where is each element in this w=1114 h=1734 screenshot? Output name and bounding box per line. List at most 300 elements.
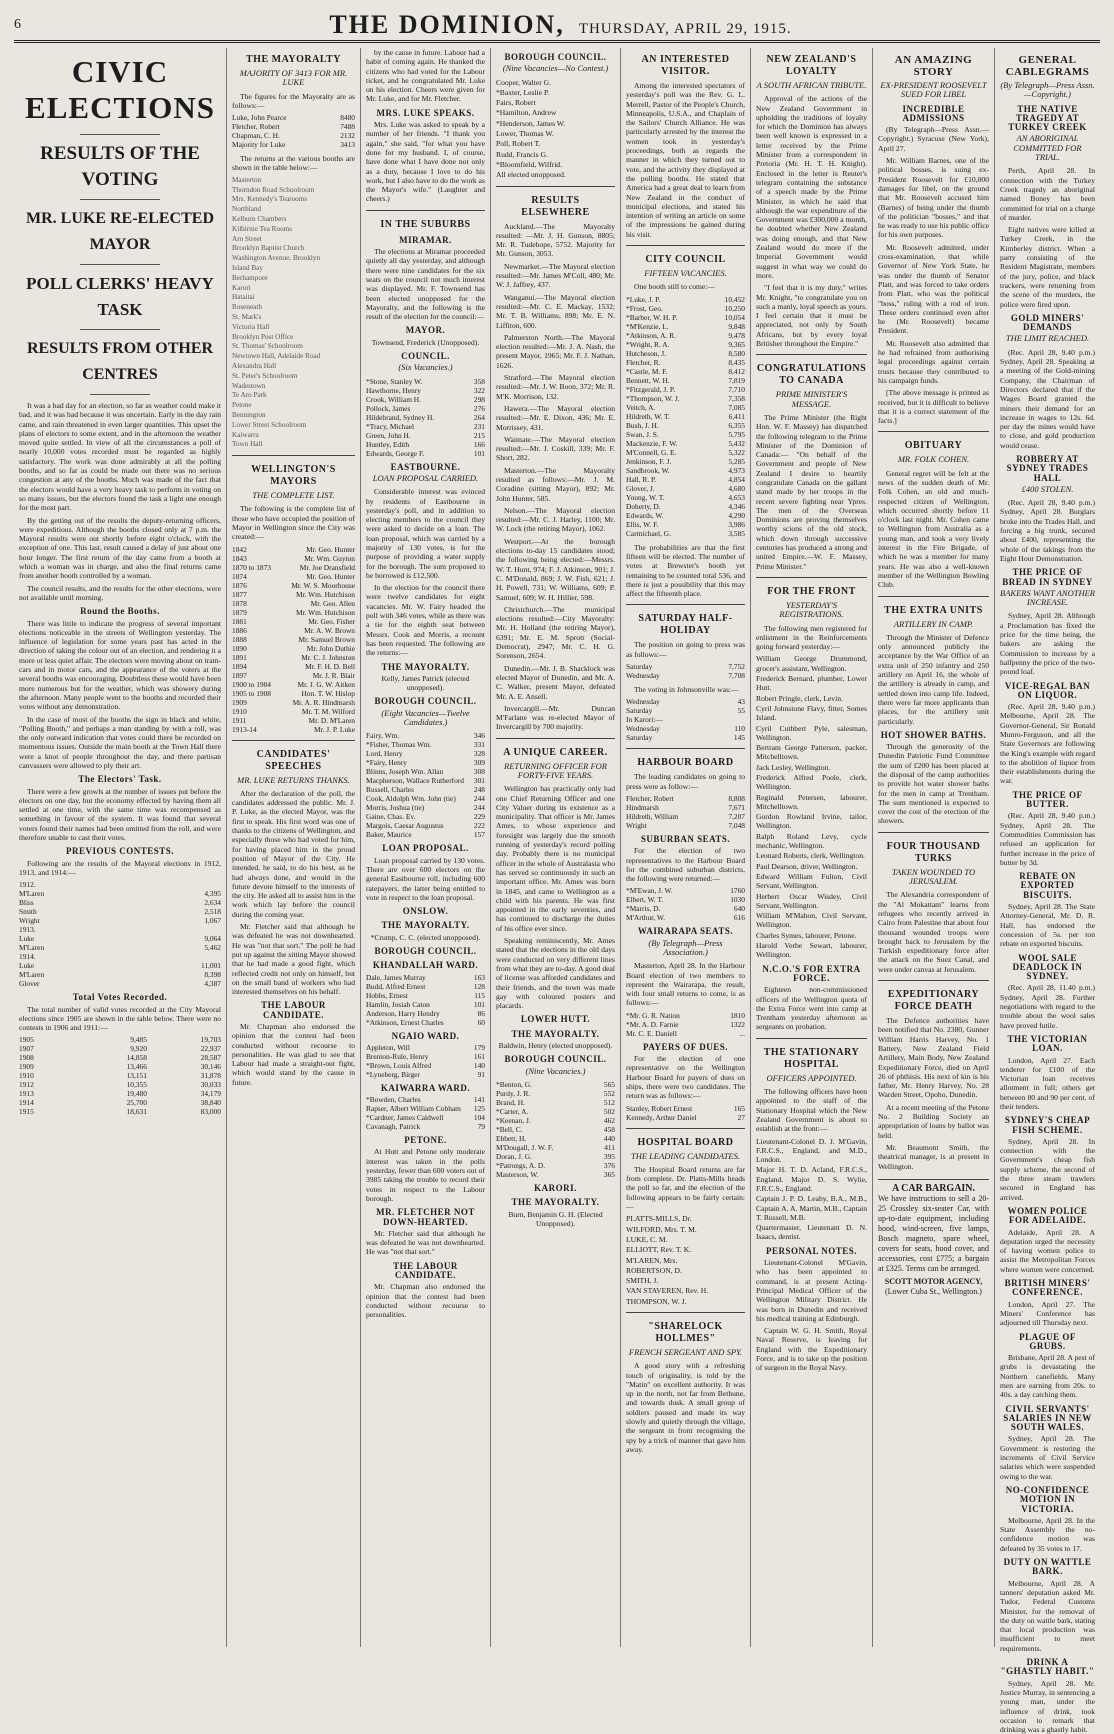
table-cell-value: 19,480 <box>126 1089 147 1099</box>
paragraph: Brisbane, April 28. A pest of grubs is devastating the Northern canefields. Many men are earning from 20s. to 40s. a day catching them. <box>1000 1353 1095 1400</box>
section-heading: The Electors' Task. <box>78 774 162 785</box>
table-cell-label: *Barber, W. H. P. <box>626 312 678 322</box>
table-row <box>626 493 745 502</box>
table-row <box>626 529 745 538</box>
table-row <box>19 952 221 961</box>
ad-signature: SCOTT MOTOR AGENCY, <box>884 1276 983 1286</box>
section-heading: THE MAYORALTY. <box>381 920 470 931</box>
kaiwarra-table <box>366 1095 485 1131</box>
eastbourne-council-table <box>366 731 485 839</box>
page-number: 6 <box>14 17 21 32</box>
table-row <box>626 448 745 457</box>
table-row <box>366 767 485 776</box>
table-row <box>626 733 745 742</box>
table-row <box>366 973 485 982</box>
section-subheading: (Six Vacancies.) <box>398 362 453 373</box>
table-row <box>366 731 485 740</box>
table-row <box>232 131 355 140</box>
table-cell-value: 83,000 <box>200 1107 221 1117</box>
table-cell-label: Margois, Caesar Augustus <box>366 821 444 831</box>
table-cell-label: 1881 <box>232 616 247 626</box>
list-item: Fairs, Robert <box>496 98 536 108</box>
table-cell-label: Anderson, Harry Hendry <box>366 1008 440 1018</box>
table-cell-label: Green, John H. <box>366 430 411 440</box>
table-cell-label: Edwards, W. <box>626 510 664 520</box>
table-cell-value: Mr. F. H. D. Bell <box>305 661 355 671</box>
table-row <box>232 662 355 671</box>
payers-table <box>626 1104 745 1122</box>
hospital-list <box>626 1214 745 1306</box>
table-cell-value: 101 <box>473 448 485 458</box>
subhead-luke: MR. LUKE RE-ELECTED MAYOR <box>25 210 215 253</box>
table-cell-value: 244 <box>473 803 485 813</box>
table-cell-label: 1910 <box>232 706 247 716</box>
lower-hutt-table <box>496 1080 615 1179</box>
section-heading: RESULTS ELSEWHERE <box>521 194 590 218</box>
section-heading: BOROUGH COUNCIL. <box>374 696 477 707</box>
list-item: All elected unopposed. <box>496 170 566 180</box>
table-cell-label: Ebbett, H. <box>496 1133 527 1143</box>
section-heading: THE NATIVE TRAGEDY AT TURKEY CREEK <box>1008 103 1087 133</box>
paragraph: Christchurch.—The municipal elections resulted:—City Mayoralty: Mr. H. Holland (the retiring Mayor), 6391; Mr. E. M. Sprott (Social-Democrat), 2947; Mr. C. H. G. Sorenson, 2654. <box>496 604 615 661</box>
section-heading: NO-CONFIDENCE MOTION IN VICTORIA. <box>1005 1484 1090 1514</box>
table-cell-value: 115 <box>474 990 485 1000</box>
section-heading: OBITUARY <box>904 440 963 452</box>
table-row <box>232 617 355 626</box>
section-heading: THE PRICE OF BUTTER. <box>1012 789 1083 810</box>
table-row <box>626 394 745 403</box>
list-item: Frederick Bernard, plumber, Lower Hutt. <box>756 674 867 693</box>
paragraph: Mr. Roosevelt admitted, under cross-examination, that while Governor of New York State, he was under the thumb of Senator Platt, and was forced to take orders from Platt, who was the political "boss," ruling with a rod of iron. These orders continued even after he (Mr. Roosevelt) became President. <box>878 242 989 336</box>
section-heading: FOUR THOUSAND TURKS <box>886 840 981 864</box>
table-cell-label: 1905 to 1908 <box>232 688 272 698</box>
table-cell-value: Mr. A. W. Brown <box>304 625 355 635</box>
table-row <box>19 1071 221 1080</box>
table-cell-value: Mr. Samuel Brown <box>298 634 355 644</box>
table-cell-value: 166 <box>473 439 485 449</box>
table-row <box>366 776 485 785</box>
section-heading: REBATE ON EXPORTED BISCUITS. <box>1019 871 1076 900</box>
table-cell-label: Gaine, Chas. Ev. <box>366 812 416 822</box>
table-cell-value: 5,462 <box>204 943 221 953</box>
table-row <box>366 803 485 812</box>
table-row <box>366 1104 485 1113</box>
list-item: William M'Mahon, Civil Servant, Wellington. <box>756 911 867 930</box>
table-cell-value: 7,358 <box>728 393 745 403</box>
list-item: Te Aro Park <box>232 391 267 400</box>
masthead <box>14 10 1100 43</box>
paragraph: The figures for the Mayoralty are as follows:— <box>232 91 355 110</box>
paragraph: Newmarket.—The Mayoral election resulted:—Mr. James M'Coll, 480; Mr. W. J. Jaffrey, 437. <box>496 261 615 290</box>
paragraph: The Prime Minister (the Right Hon. W. F. Massey) has dispatched the following telegram to the Prime Minister of the Dominion of Canada:— "On behalf of the Government and people of New Zealand I desire to heartily congratulate Canada on the gallant stand made by her troops in the recent severe fighting near Ypres. The men of the Overseas Dominions are proving themselves worthy scions of the old stock, which down through successive centuries has produced a strong and united Empire.—W. F. Massey, Prime Minister." <box>756 412 867 571</box>
table-cell-value: 395 <box>603 1151 615 1161</box>
section-subheading: FRENCH SERGEANT AND SPY. <box>628 1347 743 1357</box>
johnsonville-table <box>626 697 745 742</box>
section-heading: THE VICTORIAN LOAN. <box>1007 1033 1088 1054</box>
table-row <box>626 349 745 358</box>
table-cell-value: 276 <box>473 403 485 413</box>
paragraph: Mr. Fletcher said that although he was defeated he was not downhearted. He was "not that sort." <box>366 1228 485 1257</box>
paragraph: General regret will be felt at the news of the sudden death of Mr. Folk Cohen, an old and much-respected citizen of Wellington, which occurred shortly before 11 o'clock last night. Mr. Cohen came to Wellington from Australia as a young man, and took a very lively interest in the Fire Brigade, of which he was a member for many years. He was also a well-known member of the Wellington Bowling Club. <box>878 468 989 590</box>
previous-contests-table <box>19 880 221 988</box>
table-row <box>626 322 745 331</box>
table-cell-value: 25,700 <box>126 1098 147 1108</box>
table-cell-value: 18,631 <box>126 1107 147 1117</box>
section-heading: Total Votes Recorded. <box>72 992 168 1003</box>
table-cell-label: 1912 <box>19 1080 34 1090</box>
paragraph: Nelson.—The Mayoral election resulted:—Mr. C. J. Harley, 1100; Mr. W. Lock (the retiring Mayor), 1062. <box>496 505 615 534</box>
section-subheading: THE COMPLETE LIST. <box>252 490 335 501</box>
list-item: Lieutenant-Colonel D. J. M'Gavin, F.R.C.S., England, and M.D., London. <box>756 1136 867 1165</box>
column-6 <box>750 48 872 1647</box>
table-cell-value: 4,653 <box>728 492 745 502</box>
table-cell-label: Wednesday <box>626 671 660 681</box>
section-heading: EXPEDITIONARY FORCE DEATH <box>887 989 980 1013</box>
section-heading: COUNCIL. <box>401 351 450 362</box>
section-subheading: A SOUTH AFRICAN TRIBUTE. <box>756 80 867 90</box>
table-row <box>496 1152 615 1161</box>
section-heading: GENERAL CABLEGRAMS <box>1005 54 1090 78</box>
section-subheading: £400 STOLEN. <box>1021 483 1074 494</box>
list-item: Wadestown <box>232 381 266 390</box>
list-item: Gordon Rowland Irvine, tailor, Wellington. <box>756 812 867 831</box>
table-cell-label: 1900 to 1904 <box>232 679 272 689</box>
table-cell-label: Glover, J. <box>626 483 655 493</box>
table-cell-label: Hutcheson, J. <box>626 348 667 358</box>
section-heading: THE LABOUR CANDIDATE. <box>393 1260 458 1281</box>
section-heading: DRINK A "GHASTLY HABIT." <box>1000 1657 1095 1677</box>
table-cell-label: 1905 <box>19 1035 34 1045</box>
table-row <box>366 395 485 404</box>
paragraph: Hawera.—The Mayoral election resulted:—Mr. E. Dixon, 436; Mr. E. Morrissey, 431. <box>496 403 615 432</box>
table-cell-value: 7,710 <box>728 384 745 394</box>
table-cell-value: 1030 <box>730 895 745 905</box>
table-row <box>366 404 485 413</box>
table-cell-value: 30,146 <box>200 1062 221 1072</box>
table-row <box>366 821 485 830</box>
paragraph: By the getting out of the results the deputy-returning officers, were expeditious. Although the booths closed only at 7 p.m. the Mayoral results were out shortly before eight o'clock, with the exception of one. This last, result caused a delay of just about one hour longer. The first return of the day came from a booth at which a woman was in charge, and also the final returns came from another booth controlled by a woman. <box>19 515 221 581</box>
paragraph: After the declaration of the poll, the candidates addressed the public. Mr. J. P. Luke, as the elected Mayor, was the first to speak. His first word was one of thanks to the citizens of Wellington, and especially those who had voted for him, for having placed him in the proud position of Mayor of the City. He intended, he said, to do his best, as he had always done, and would in the future devote himself to the interests of the city. He asked all to assist him in the work which lay before the council during the coming year. <box>232 788 355 919</box>
table-row <box>496 1107 615 1116</box>
table-cell-label: Hildreth, William <box>626 811 679 821</box>
section-heading: AN INTERESTED VISITOR. <box>641 54 730 77</box>
table-cell-value: 331 <box>473 740 485 750</box>
result-line: Kelly, James Patrick (elected unopposed). <box>381 673 470 693</box>
table-cell-value: 9,365 <box>728 339 745 349</box>
table-cell-value: Mr. Geo. Hunter <box>306 544 355 554</box>
table-cell-value: 640 <box>733 904 745 914</box>
table-cell-label: Veitch, A. <box>626 402 656 412</box>
table-row <box>626 697 745 706</box>
table-cell-value <box>717 715 745 724</box>
paragraph: In the case of most of the booths the sign in black and white, "Polling Booth," and perhaps a man standing by with a roll, was the only outward indication that votes could there be recorded on momentous issues. Outside the main booth at the Town Hall there were a knot of people throughout the day, and there partisan canvassers were allowed to ply their art. <box>19 714 221 770</box>
list-item: St. Thomas' Schoolroom <box>232 342 303 351</box>
table-cell-value: 2,518 <box>204 907 221 917</box>
table-cell-value: 308 <box>473 767 485 777</box>
table-row <box>19 925 221 934</box>
table-row <box>366 758 485 767</box>
section-heading: CITY COUNCIL <box>645 254 726 266</box>
paragraph: Mr. Roosevelt also admitted that he had refrained from authorising legal proceedings against certain trusts because they contributed to his campaign funds. <box>878 338 989 385</box>
table-cell-label: Wright <box>626 820 647 830</box>
table-cell-label: *Luke, J. P. <box>626 294 661 304</box>
table-row <box>626 724 745 733</box>
table-cell-label: Fletcher, Robert <box>232 122 280 132</box>
table-cell-value: 4,395 <box>204 889 221 899</box>
councillor-list <box>496 78 615 180</box>
table-cell-value: 86 <box>477 1008 485 1018</box>
table-row <box>232 653 355 662</box>
table-row <box>496 1080 615 1089</box>
paragraph: At Hutt and Petone only moderate interest was taken in the polls yesterday, fewer than 600 voters out of 3985 taking the trouble to record their votes in respect to the Labour borough. <box>366 1147 485 1203</box>
table-cell-value: 10,054 <box>724 312 745 322</box>
list-item: Hataitai <box>232 293 255 302</box>
table-cell-value: 13,466 <box>126 1062 147 1072</box>
table-row <box>366 431 485 440</box>
table-row <box>366 830 485 839</box>
table-cell-value: 358 <box>473 376 485 386</box>
paragraph: Dunedin.—Mr. J. B. Shacklock was elected Mayor of Dunedin, and Mr. A. C. Walker, present Mayor, defeated Mr. A. E. Ansell. <box>496 663 615 701</box>
table-cell-value: 8,808 <box>728 793 745 803</box>
table-cell-label: *Frost, Geo. <box>626 303 663 313</box>
table-cell-label: 1911 <box>232 715 247 725</box>
table-cell-value: 2,634 <box>204 898 221 908</box>
table-cell-label: Cavanagh, Patrick <box>366 1122 421 1132</box>
list-item: Roseneath <box>232 303 262 312</box>
paragraph: One booth still to come:— <box>634 282 715 292</box>
paragraph: Stratford.—The Mayoral election resulted:—Mr. J. W. Boon, 372; Mr. R. M'K. Morrison, 132. <box>496 373 615 401</box>
table-cell-value: 10,452 <box>724 294 745 304</box>
table-cell-label: Stanley, Robert Ernest <box>626 1103 693 1113</box>
section-subheading: THE LEADING CANDIDATES. <box>630 1150 740 1161</box>
table-cell-label: Bennett, W. H. <box>626 375 670 385</box>
issue-date: THURSDAY, APRIL 29, 1915. <box>578 21 792 37</box>
column-2 <box>226 48 360 1647</box>
table-row <box>232 545 355 554</box>
section-heading: THE LABOUR CANDIDATE. <box>261 1000 326 1020</box>
table-cell-value: 7,819 <box>728 375 745 385</box>
paragraph: The Hospital Board returns are far from complete. Dr. Platts-Mills heads the poll so far, and the election of the following appears to be fairly certain:— <box>626 1164 745 1212</box>
section-heading: MIRAMAR. <box>399 234 452 245</box>
table-cell-value: 60 <box>477 1017 485 1027</box>
section-heading: BOROUGH COUNCIL. <box>504 1054 607 1065</box>
table-row <box>496 1170 615 1179</box>
table-row <box>366 785 485 794</box>
miramar-council-table <box>366 377 485 458</box>
table-cell-label: *Carter, A. <box>496 1106 529 1116</box>
list-item: St. Peter's Schoolroom <box>232 371 298 380</box>
registration-list <box>756 654 867 959</box>
table-cell-label: Dale, James Murray <box>366 972 426 982</box>
table-cell-value: 616 <box>733 913 745 923</box>
list-item: THOMPSON, W. J. <box>626 1296 687 1306</box>
table-cell-value: 9,848 <box>728 321 745 331</box>
table-cell-value: 1,067 <box>204 916 221 926</box>
paragraph: There were a few growls at the number of issues put before the electors on one day, but the economy effected by having them all settled at one time, with the same time was recompensed as something in favour of the system. It was found that several voters found their names had been omitted from the roll, and were therefore unable to cast their votes. <box>19 786 221 843</box>
section-heading: THE MAYORALTY. <box>511 1197 600 1208</box>
table-row <box>19 1044 221 1053</box>
table-cell-value: ... <box>739 1028 745 1038</box>
table-row <box>626 340 745 349</box>
table-cell-label: Crook, William H. <box>366 394 421 404</box>
section-heading: VICE-REGAL BAN ON LIQUOR. <box>1004 680 1091 700</box>
table-cell-value: 7,085 <box>728 402 745 412</box>
list-item: Captain J. P. D. Leahy, B.A., M.B., Captain A. A. Martin, M.B., Captain T. Russell, M.B. <box>756 1194 867 1222</box>
table-cell-value: 7,671 <box>728 802 745 812</box>
table-cell-value: Mr. D. M'Laren <box>308 715 355 725</box>
table-row <box>19 970 221 979</box>
table-row <box>626 331 745 340</box>
car-advertisement <box>878 1179 989 1297</box>
table-row <box>626 1113 745 1122</box>
table-cell-label: *Fisher, Thomas Wm. <box>366 740 432 750</box>
paragraph: (Rec. April 28, 9.40 p.m.) Sydney, April 28. The Commodities Commission has refused an application for further increase in the price of butter by 3d. <box>1000 811 1095 867</box>
table-row <box>19 934 221 943</box>
table-cell-label: *Lyneberg, Birger <box>366 1069 420 1079</box>
table-cell-label: 1879 <box>232 607 247 617</box>
table-cell-label: Wednesday <box>626 697 660 707</box>
table-row <box>626 794 745 803</box>
section-heading: KHANDALLAH WARD. <box>372 960 479 971</box>
table-row <box>626 662 745 671</box>
list-item: Island Bay <box>232 263 263 272</box>
list-item: Aro Street <box>232 234 262 243</box>
paragraph: A good story with a refreshing touch of originality, is told by the "Matin" on excellent authority. It was up in the north, not far from Bethune, and towards dusk. A small group of soldiers paused and made its way slowly and quietly through the village, the sergeant in front recognising the spy by a trick of manner that gave him away. <box>626 1361 745 1454</box>
table-cell-label: Majority for Luke <box>232 140 286 150</box>
table-cell-value: 31,878 <box>200 1071 221 1081</box>
section-heading: PAYERS OF DUES. <box>643 1041 728 1052</box>
table-row <box>19 1089 221 1098</box>
paragraph: Sydney, April 28. Mr. Justice Murray, in sentencing a young man, under the influence of drink, took occasion to remark that drinking was a ghastly habit. <box>1000 1678 1095 1734</box>
section-heading: SATURDAY HALF-HOLIDAY <box>638 613 733 637</box>
table-cell-label: *Castle, M. F. <box>626 366 668 376</box>
table-cell-label: 1910 <box>19 1071 34 1081</box>
section-heading: N.C.O.'S FOR EXTRA FORCE. <box>762 963 861 983</box>
list-item: Charles Symes, labourer, Petone. <box>756 930 857 940</box>
paragraph: (Rec. April 28, 11.40 p.m.) Sydney, April 28. Further negotiations with regard to the trouble about the wool sales have proved futile. <box>1000 983 1095 1030</box>
table-row <box>626 511 745 520</box>
table-cell-value: 244 <box>473 794 485 804</box>
table-cell-value: 13,151 <box>126 1071 147 1081</box>
subhead-poll-clerks: POLL CLERKS' HEAVY TASK <box>26 274 214 319</box>
table-cell-value: 79 <box>477 1122 485 1132</box>
table-row <box>626 803 745 812</box>
table-row <box>626 904 745 913</box>
table-row <box>626 520 745 529</box>
table-cell-label: 1914. <box>19 952 36 962</box>
table-cell-label: Pollock, James <box>366 403 411 413</box>
section-subheading: TAKEN WOUNDED TO JERUSALEM. <box>891 866 976 887</box>
table-cell-value <box>131 880 221 889</box>
list-item: Cooper, Walter G. <box>496 77 552 87</box>
table-cell-label: Wright <box>19 916 40 926</box>
table-row <box>496 1089 615 1098</box>
table-cell-label: *Tracy, Michael <box>366 421 415 431</box>
table-cell-value: 365 <box>603 1169 615 1179</box>
table-cell-label: 1907 <box>19 1044 34 1054</box>
paragraph: Waimate.—The Mayoral election resulted:—Mr. J. Coskill, 339; Mr. F. Short, 282. <box>496 434 615 463</box>
table-cell-label: Luke <box>19 961 35 971</box>
section-heading: LOAN PROPOSAL. <box>382 843 469 854</box>
table-cell-label: Hall, R. P. <box>626 474 657 484</box>
section-heading: THE MAYORALTY. <box>381 661 470 672</box>
table-cell-value: 110 <box>734 724 745 734</box>
table-row <box>626 466 745 475</box>
table-row <box>232 725 355 734</box>
list-item: Bennington <box>232 410 266 419</box>
paragraph: The council results, and the results for the other elections, were not available until morning. <box>19 583 221 602</box>
section-heading: PREVIOUS CONTESTS. <box>65 846 175 857</box>
table-cell-value: 34,179 <box>200 1089 221 1099</box>
section-heading: NGAIO WARD. <box>391 1030 460 1041</box>
table-cell-value: Mr. T. M. Wilford <box>301 706 355 716</box>
paragraph: For the election of two representatives to the Harbour Board for the combined suburban districts, the following were returned:— <box>626 846 745 884</box>
table-cell-label: Blinns, Joseph Wm. Allan <box>366 767 444 777</box>
list-item: Alexandra Hall <box>232 361 277 370</box>
section-heading: MRS. LUKE SPEAKS. <box>376 107 475 118</box>
paragraph: Masterton, April 28. In the Harbour Board election of two members to represent the Wairarapa, the result, with four small returns to come, is as follows:— <box>626 961 745 1008</box>
section-heading: SYDNEY'S CHEAP FISH SCHEME. <box>1004 1115 1091 1135</box>
table-row <box>496 1125 615 1134</box>
table-cell-value: 91 <box>477 1069 485 1079</box>
table-cell-value: Mr. J. G. W. Aitken <box>297 679 355 689</box>
table-row <box>496 1098 615 1107</box>
table-cell-label: 1842 <box>232 544 247 554</box>
table-row <box>626 706 745 715</box>
table-cell-value: 552 <box>603 1088 615 1098</box>
table-cell-value: Mr. W. S. Moorhouse <box>291 580 355 590</box>
table-row <box>366 1018 485 1027</box>
table-cell-label: Purdy, J. R. <box>496 1088 531 1098</box>
table-cell-value: 38,840 <box>200 1098 221 1108</box>
section-subheading: (By Telegraph—Press Assn.—Copyright.) <box>1000 80 1095 100</box>
table-row <box>626 821 745 830</box>
table-cell-value: 7,752 <box>728 662 745 672</box>
table-row <box>232 599 355 608</box>
table-cell-value: 9,064 <box>204 934 221 944</box>
table-cell-value <box>131 925 221 934</box>
officer-list <box>756 1137 867 1242</box>
total-votes-table <box>19 1035 221 1116</box>
section-heading: WOOL SALE DEADLOCK IN SYDNEY. <box>1012 952 1083 982</box>
table-cell-value: 4,680 <box>728 483 745 493</box>
table-row <box>626 671 745 680</box>
table-row <box>19 916 221 925</box>
table-cell-label: Carmichael, G. <box>626 528 671 538</box>
table-cell-label: Mackenzie, F. W. <box>626 438 678 448</box>
paragraph: Sydney, April 28. The State Attorney-General, Mr. D. R. Hall, has endorsed the concession of 5s. per ton rebate on exported biscuits. <box>1000 902 1095 949</box>
table-cell-label: Masterson, W. <box>496 1169 539 1179</box>
table-row <box>626 484 745 493</box>
table-cell-value: 157 <box>473 830 485 840</box>
table-cell-value: 165 <box>733 1103 745 1113</box>
table-row <box>19 1107 221 1116</box>
paragraph: The following men registered for enlistment in the Reinforcements going forward yesterday:— <box>756 623 867 652</box>
table-row <box>626 367 745 376</box>
section-heading: KAIWARRA WARD. <box>380 1082 471 1093</box>
table-cell-label: Wednesday <box>626 724 660 734</box>
paragraph: In the election for the council there were twelve candidates for eight vacancies. Mr. W. Fairy headed the poll with 346 votes, while as there was a tie for the eighth seat between Messrs. Cook and Morris, a recount has been requested. The following are the returns:— <box>366 583 485 658</box>
table-row <box>19 1035 221 1044</box>
table-cell-value: 22,937 <box>200 1044 221 1054</box>
list-item: Major H. T. D. Acland, F.R.C.S., England. Major D. S. Wylie, F.R.C.S., England. <box>756 1165 867 1193</box>
table-cell-label: *M'Kenzie, L. <box>626 321 669 331</box>
table-cell-label: 1891 <box>232 652 247 662</box>
table-row <box>232 608 355 617</box>
table-row <box>366 991 485 1000</box>
table-cell-value: 19,703 <box>200 1035 221 1045</box>
paragraph: There was little to indicate the progress of several important elections noticeable in the streets of Wellington yesterday. The influence of legislation for some years past has acted in the direction of taking the colour out of an election, and rendering it a more or less quiet affair. The electors were moving about on tram-cars and in motor cars, and the appearance of the voters at the several booths was encouraging. Doubtless these would have been more numerous but for the weather, which was showery during the afternoon. Many people went to the booths and recorded their votes without any demonstration. <box>19 618 221 712</box>
